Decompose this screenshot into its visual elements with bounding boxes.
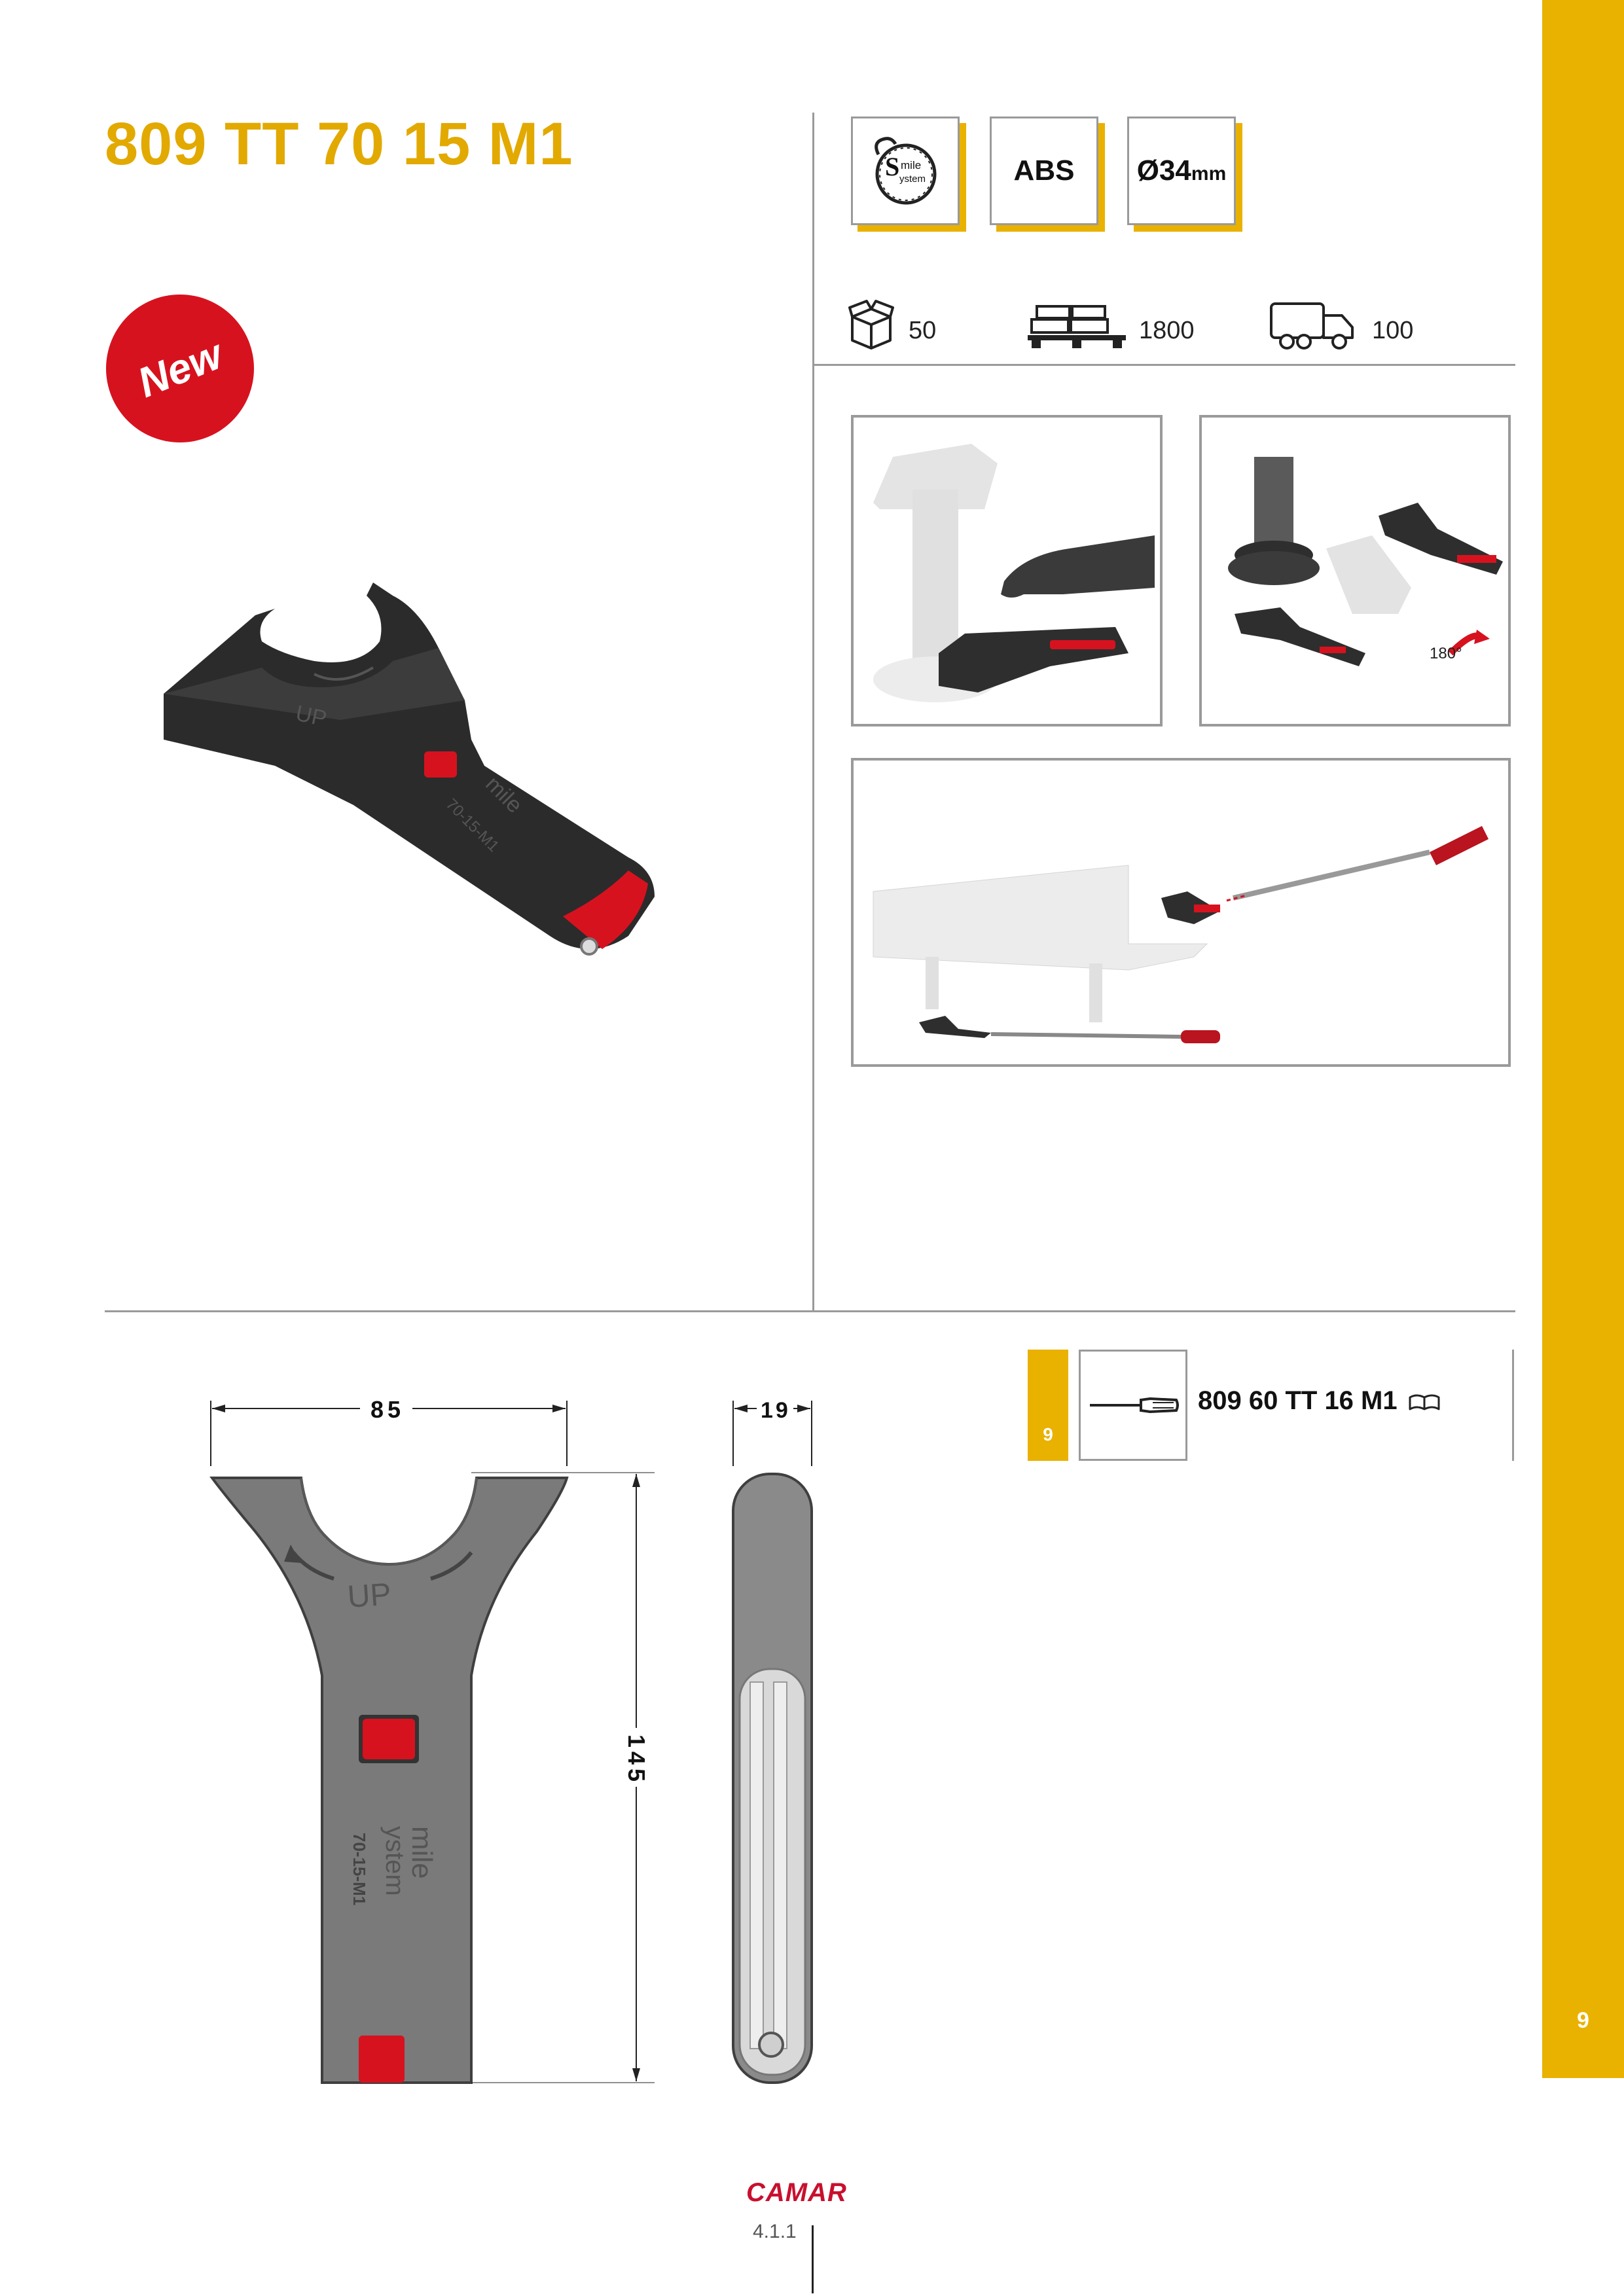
brand-logo: CAMAR <box>746 2178 847 2207</box>
pallet-quantity: 1800 <box>1139 317 1195 344</box>
product-code-title: 809 TT 70 15 M1 <box>105 111 573 177</box>
truck-quantity: 100 <box>1372 317 1414 344</box>
product-render <box>157 569 733 1001</box>
packaging-divider <box>812 364 1515 366</box>
thickness-dimension: 19 <box>761 1398 791 1423</box>
usage-illustration-2-drawing <box>1202 418 1508 724</box>
box-icon <box>848 298 894 351</box>
accessory-divider <box>1512 1350 1514 1461</box>
drawing-model-text: 70-15-M1 <box>350 1833 369 1906</box>
render-up-label: UP <box>293 700 329 732</box>
render-red-slider <box>424 751 457 778</box>
side-color-band <box>1542 0 1624 2078</box>
diameter-badge <box>1127 117 1236 225</box>
usage-illustration-1 <box>851 415 1163 726</box>
side-view-drawing <box>720 1381 825 2101</box>
drawing-up-label: UP <box>346 1577 393 1615</box>
smile-line1: mile <box>901 159 922 171</box>
usage-illustration-3-drawing <box>854 761 1508 1064</box>
accessory-code <box>1198 1386 1440 1416</box>
material-label: ABS <box>1013 154 1075 187</box>
new-badge-label: New <box>131 330 229 407</box>
render-pivot-screw <box>581 939 597 954</box>
height-dimension: 145 <box>623 1734 650 1786</box>
smile-initial: S <box>885 152 900 181</box>
column-divider <box>812 113 814 1310</box>
book-reference-icon <box>1409 1392 1440 1412</box>
smile-system-icon <box>863 128 948 213</box>
rotation-label: 180° <box>1430 645 1462 662</box>
usage-illustration-3 <box>851 758 1511 1067</box>
screwdriver-icon <box>1087 1392 1179 1418</box>
accessory-image-box <box>1079 1350 1187 1461</box>
width-dimension: 85 <box>370 1396 405 1423</box>
accessory-code-text: 809 60 TT 16 M1 <box>1198 1386 1398 1415</box>
new-badge <box>106 295 254 442</box>
footer-divider <box>812 2225 814 2293</box>
front-view-drawing <box>196 1381 655 2101</box>
box-quantity: 50 <box>909 317 937 344</box>
section-divider <box>105 1310 1515 1312</box>
drawing-logo-word1: mile <box>406 1826 438 1879</box>
diameter-value: Ø34 <box>1136 154 1191 187</box>
smile-line2: ystem <box>899 173 926 185</box>
render-model-text: 70-15-M1 <box>442 795 503 855</box>
side-page-number: 9 <box>1577 2008 1589 2033</box>
pallet-icon <box>1025 302 1130 352</box>
diameter-unit: mm <box>1191 163 1227 185</box>
truck-icon <box>1269 300 1356 355</box>
accessory-number: 9 <box>1028 1350 1068 1461</box>
drawing-red-slider <box>363 1719 415 1759</box>
page-reference: 4.1.1 <box>753 2221 797 2242</box>
usage-illustration-2 <box>1199 415 1511 726</box>
render-logo-word: mile <box>480 771 528 818</box>
drawing-red-end <box>359 2036 405 2083</box>
drawing-logo-word2: ystem <box>380 1826 409 1896</box>
usage-illustration-1-drawing <box>854 418 1160 724</box>
smile-system-badge <box>851 117 960 225</box>
material-badge <box>990 117 1098 225</box>
